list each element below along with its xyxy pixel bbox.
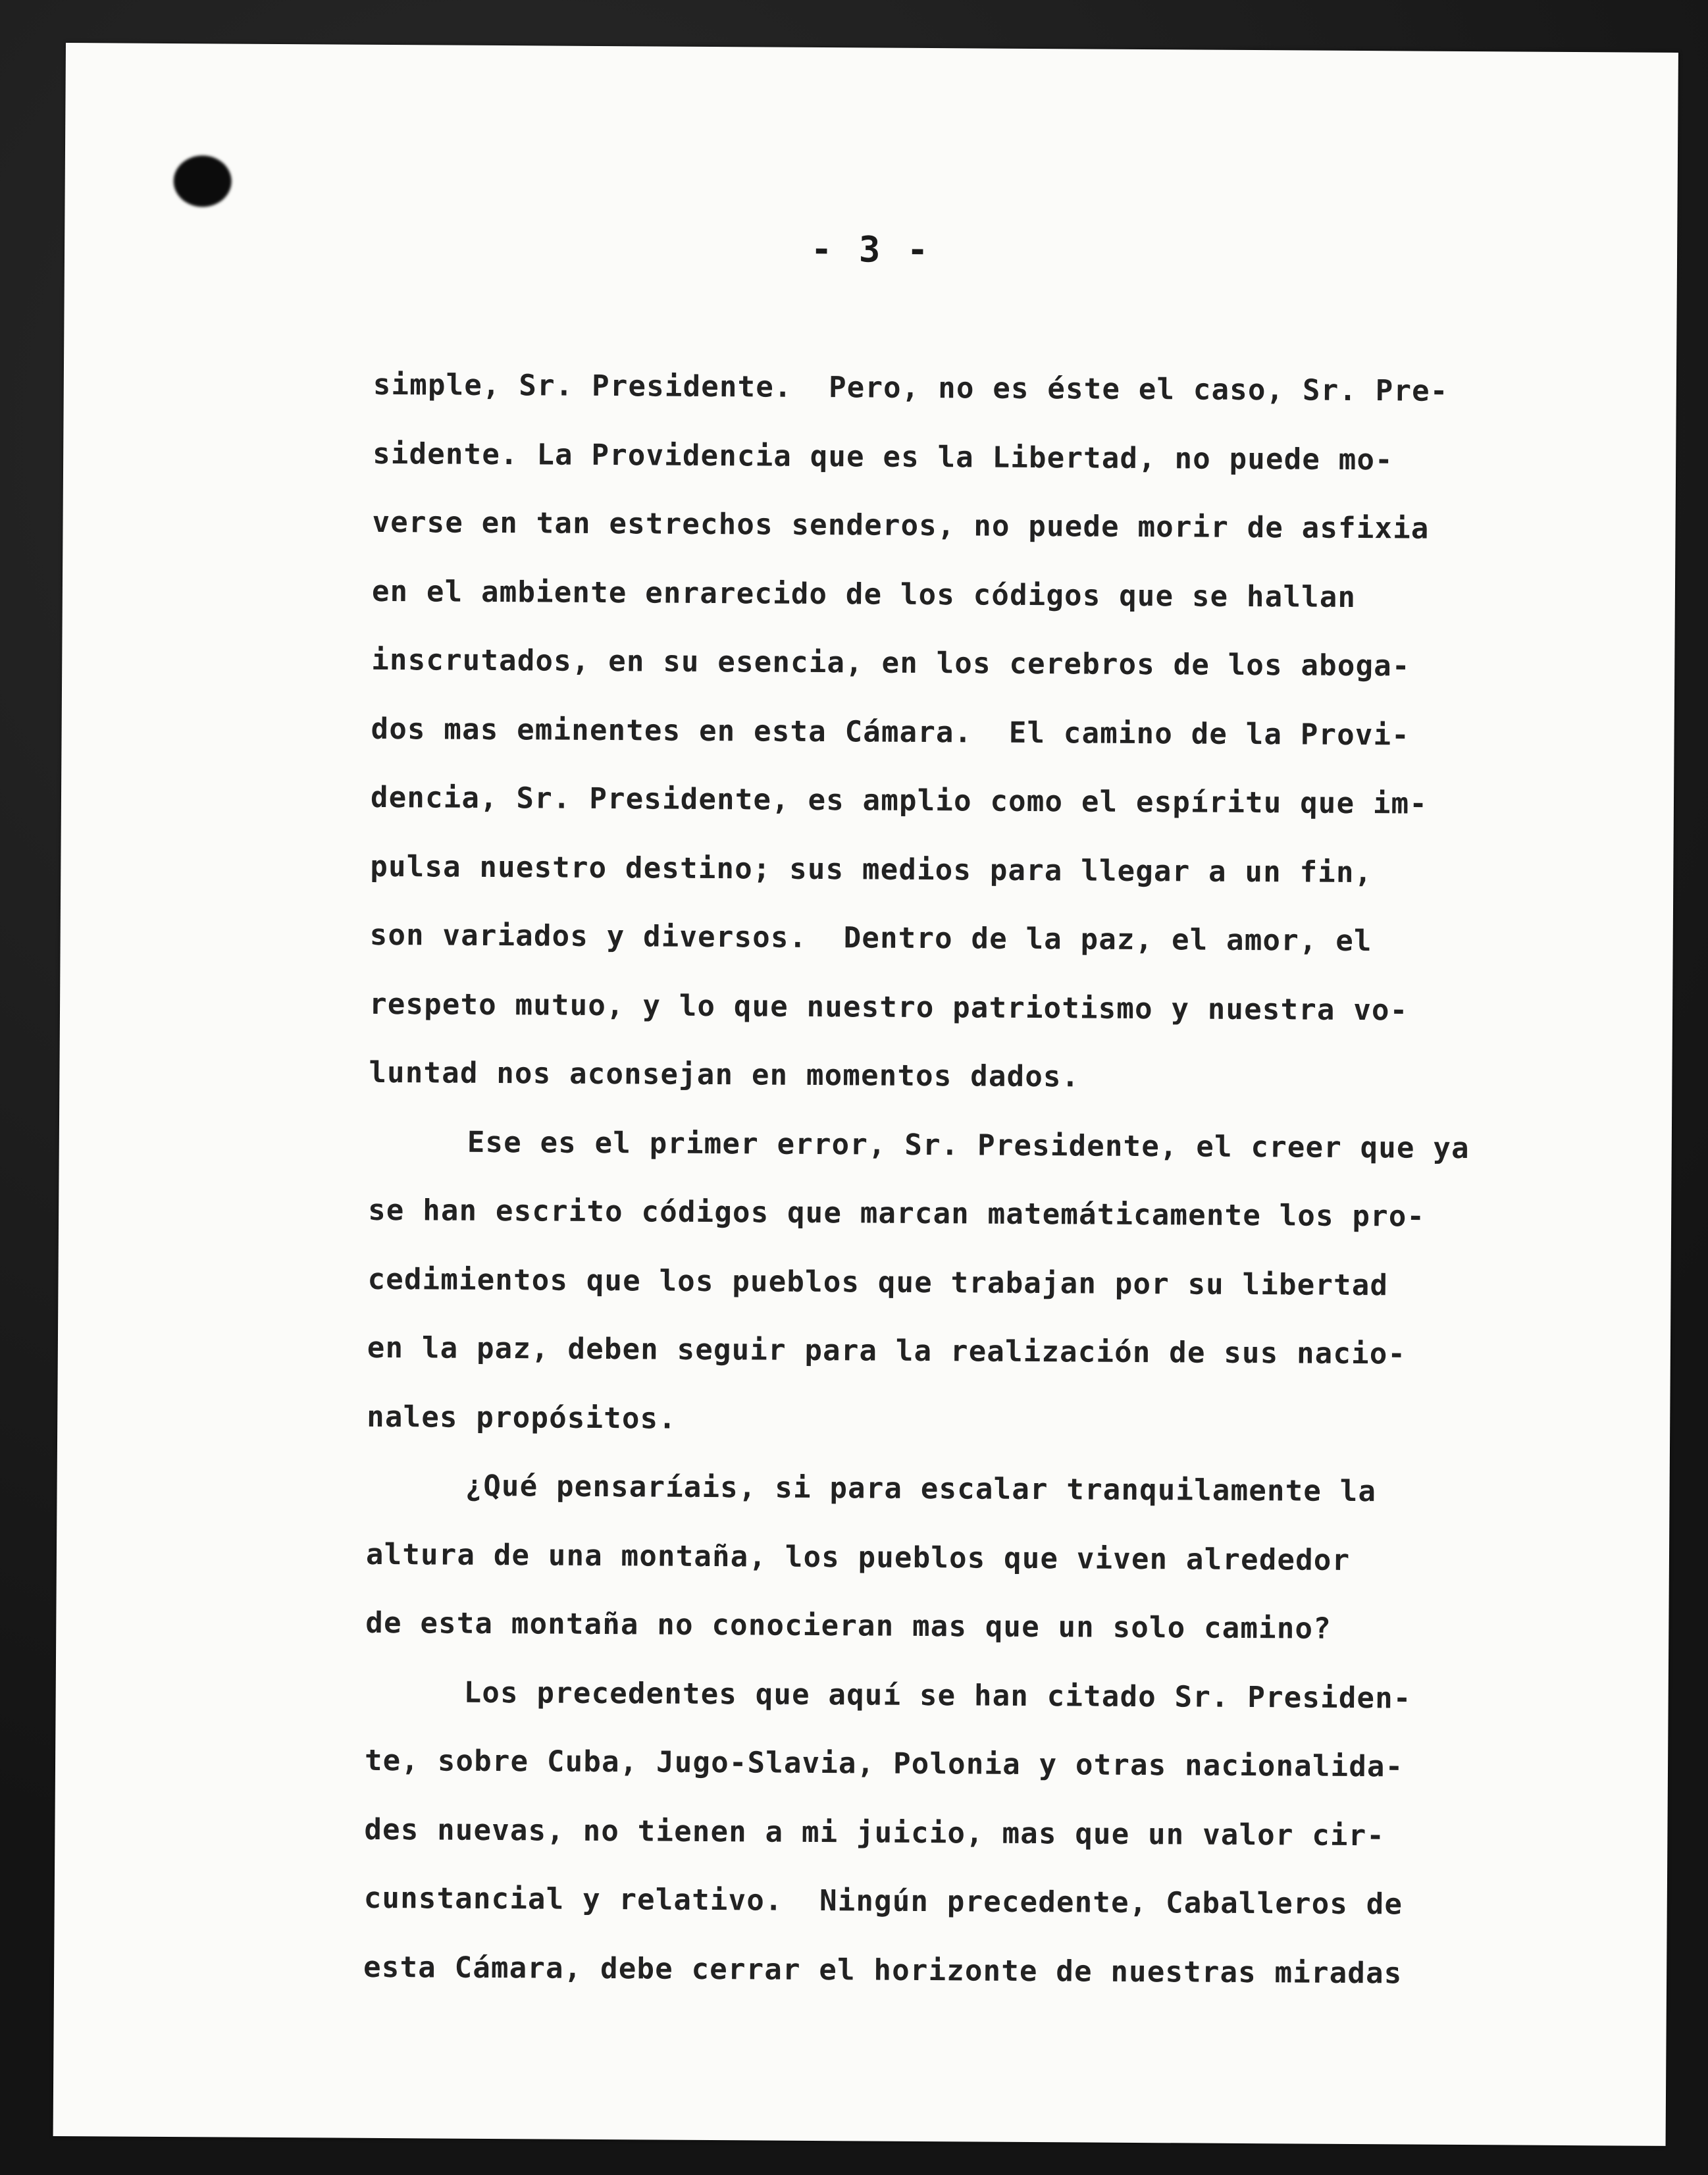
text-line: te, sobre Cuba, Jugo-Slavia, Polonia y otras nacionalida- xyxy=(364,1743,1404,1784)
text-line: Ese es el primer error, Sr. Presidente, el creer que ya xyxy=(467,1125,1470,1165)
text-line: se han escrito códigos que marcan matemáticamente los pro- xyxy=(368,1193,1426,1234)
text-line: sidente. La Providencia que es la Libertad, no puede mo- xyxy=(373,436,1393,477)
text-line: des nuevas, no tienen a mi juicio, mas que un valor cir- xyxy=(364,1812,1385,1852)
text-line: simple, Sr. Presidente. Pero, no es éste el caso, Sr. Pre- xyxy=(373,367,1449,408)
text-line: dencia, Sr. Presidente, es amplio como el espíritu que im- xyxy=(370,780,1428,821)
text-line: cunstancial y relativo. Ningún precedente, Caballeros de xyxy=(363,1881,1403,1922)
text-line: luntad nos aconsejan en momentos dados. xyxy=(369,1055,1080,1094)
text-line: nales propósitos. xyxy=(367,1400,677,1436)
text-line: en el ambiente enrarecido de los códigos que se hallan xyxy=(371,574,1357,614)
punch-hole xyxy=(173,155,231,207)
text-line: pulsa nuestro destino; sus medios para llegar a un fin, xyxy=(370,849,1373,889)
text-line: verse en tan estrechos senderos, no puede morir de asfixia xyxy=(372,505,1430,546)
text-line: son variados y diversos. Dentro de la paz, el amor, el xyxy=(369,918,1372,958)
page-number: - 3 - xyxy=(810,228,931,271)
text-line: ¿Qué pensaríais, si para escalar tranquilamente la xyxy=(465,1469,1377,1509)
text-line: Los precedentes que aquí se han citado Sr. Presiden- xyxy=(463,1675,1412,1716)
document-page xyxy=(53,43,1678,2146)
text-line: cedimientos que los pueblos que trabajan por su libertad xyxy=(367,1262,1389,1302)
text-line: dos mas eminentes en esta Cámara. El camino de la Provi- xyxy=(371,712,1410,752)
document-body xyxy=(363,351,1624,2010)
text-line: en la paz, deben seguir para la realización de sus nacio- xyxy=(367,1330,1407,1371)
text-line: respeto mutuo, y lo que nuestro patriotismo y nuestra vo- xyxy=(369,987,1409,1027)
text-line: altura de una montaña, los pueblos que viven alrededor xyxy=(365,1537,1351,1577)
text-line: inscrutados, en su esencia, en los cerebros de los aboga- xyxy=(371,642,1410,683)
text-line: de esta montaña no conocieran mas que un solo camino? xyxy=(365,1606,1332,1646)
text-line: esta Cámara, debe cerrar el horizonte de nuestras miradas xyxy=(363,1950,1403,1990)
